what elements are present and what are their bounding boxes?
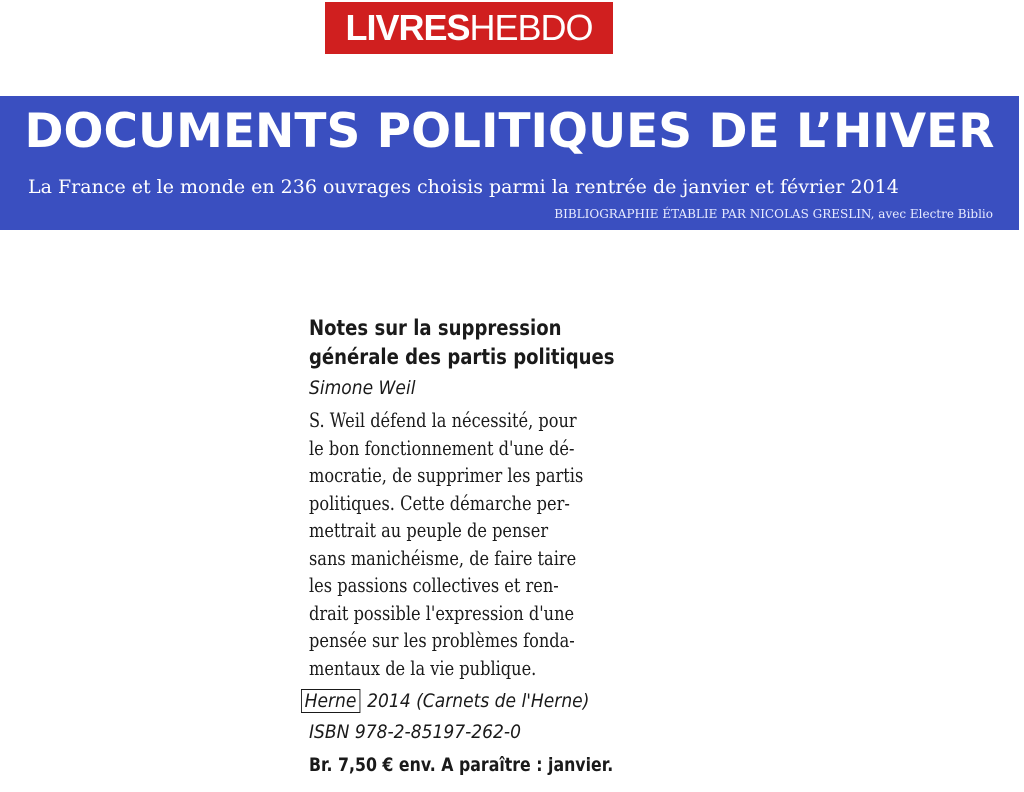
logo-text-bold: LIVRES [345,7,470,48]
description-line: les passions collectives et ren- [309,574,559,597]
book-author: Simone Weil [309,377,416,399]
book-title-line: Notes sur la suppression [309,316,562,340]
banner-title: DOCUMENTS POLITIQUES DE L’HIVER [24,104,995,159]
description-line: mentaux de la vie publique. [309,656,537,680]
publisher-name: Herne [301,689,360,713]
banner-credit: BIBLIOGRAPHIE ÉTABLIE PAR NICOLAS GRESLIN, avec Electre Biblio [554,207,993,221]
banner-subtitle: La France et le monde en 236 ouvrages choisis parmi la rentrée de janvier et février 2014 [28,176,899,198]
description-line: pensée sur les problèmes fonda- [309,629,575,652]
publication-info [301,690,589,712]
book-title [309,314,627,372]
logo-text-light: HEBDO [469,7,593,48]
description-line: mocratie, de supprimer les partis [309,464,584,487]
section-banner [0,96,1019,230]
book-description [309,407,583,682]
price-and-release: Br. 7,50 € env. A paraître : janvier. [309,754,614,776]
description-line: le bon fonctionnement d'une dé- [309,436,575,460]
description-line: mettrait au peuple de penser [309,519,549,542]
book-review-clipping [292,300,682,790]
description-line: sans manichéisme, de faire taire [309,546,577,570]
livres-hebdo-logo [325,2,613,54]
book-title-line: générale des partis politiques [309,345,615,369]
isbn: ISBN 978-2-85197-262-0 [309,721,521,743]
description-line: politiques. Cette démarche per- [309,491,570,515]
edition-info: 2014 (Carnets de l'Herne) [367,690,590,712]
description-line: drait possible l'expression d'une [309,601,575,625]
description-line: S. Weil défend la nécessité, pour [309,409,577,432]
